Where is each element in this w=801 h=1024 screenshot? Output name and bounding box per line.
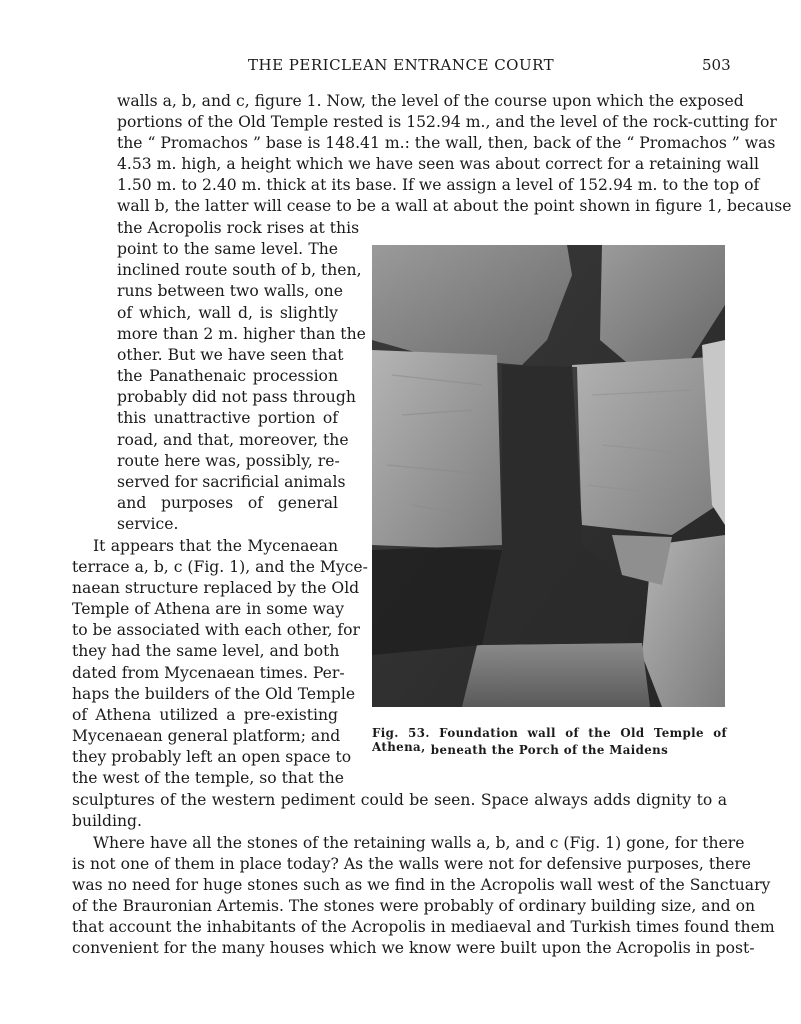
text-line: sculptures of the western pediment could be seen. Space always adds dignity to a [72, 791, 727, 809]
text-line: they probably left an open space to [72, 748, 352, 766]
text-line: the Panathenaic procession [117, 367, 338, 385]
text-line: and purposes of general [117, 494, 338, 512]
text-line: of which, wall d, is slightly [117, 304, 338, 322]
text-line: Where have all the stones of the retaining walls a, b, and c (Fig. 1) gone, for there [93, 834, 745, 852]
text-line: is not one of them in place today? As the walls were not for defensive purposes, there [72, 855, 752, 873]
text-line: 1.50 m. to 2.40 m. thick at its base. If we assign a level of 152.94 m. to the top of [117, 176, 760, 194]
text-line: naean structure replaced by the Old [72, 579, 360, 597]
text-line: they had the same level, and both [72, 642, 340, 660]
text-line: this unattractive portion of [117, 409, 338, 427]
text-line: walls a, b, and c, figure 1. Now, the level of the course upon which the exposed [117, 92, 744, 110]
text-line: to be associated with each other, for [72, 621, 360, 639]
text-line: of Athena utilized a pre-existing [72, 706, 338, 724]
text-line: point to the same level. The [117, 240, 338, 258]
text-line: Mycenaean general platform; and [72, 727, 341, 745]
text-line: road, and that, moreover, the [117, 431, 349, 449]
stone-right-middle [572, 345, 725, 535]
text-line: Temple of Athena are in some way [72, 600, 345, 618]
text-line: haps the builders of the Old Temple [72, 685, 356, 703]
text-line: inclined route south of b, then, [117, 261, 362, 279]
running-head: THE PERICLEAN ENTRANCE COURT [248, 56, 555, 74]
text-line: service. [117, 515, 179, 533]
figure-caption-line2: beneath the Porch of the Maidens [430, 743, 669, 757]
text-line: was no need for huge stones such as we find in the Acropolis wall west of the Sanctuary [72, 876, 771, 894]
text-line: the Acropolis rock rises at this [117, 219, 360, 237]
text-line: It appears that the Mycenaean [93, 537, 338, 555]
shadow-crack [372, 545, 502, 655]
text-line: terrace a, b, c (Fig. 1), and the Myce- [72, 558, 368, 576]
text-line: other. But we have seen that [117, 346, 344, 364]
text-line: more than 2 m. higher than the [117, 325, 366, 343]
text-line: 4.53 m. high, a height which we have seen was about correct for a retaining wall [117, 155, 759, 173]
text-line: served for sacrificial animals [117, 473, 346, 491]
page-number: 503 [702, 56, 731, 74]
text-line: convenient for the many houses which we know were built upon the Acropolis in post- [72, 939, 755, 957]
text-line: the “ Promachos ” base is 148.41 m.: the wall, then, back of the “ Promachos ” was [117, 134, 776, 152]
text-line: of the Brauronian Artemis. The stones were probably of ordinary building size, and on [72, 897, 756, 915]
text-line: probably did not pass through [117, 388, 356, 406]
text-line: runs between two walls, one [117, 282, 343, 300]
text-line: portions of the Old Temple rested is 152.94 m., and the level of the rock-cutting for [117, 113, 777, 131]
stone-bottom [462, 643, 650, 707]
figure-photo [372, 245, 725, 707]
text-line: route here was, possibly, re- [117, 452, 340, 470]
text-line: the west of the temple, so that the [72, 769, 345, 787]
figure-caption-line1: Fig. 53. Foundation wall of the Old Temple of Athena, [372, 726, 727, 754]
text-line: wall b, the latter will cease to be a wall at about the point shown in figure 1, because [117, 197, 792, 215]
text-line: that account the inhabitants of the Acropolis in mediaeval and Turkish times found them [72, 918, 775, 936]
text-line: dated from Mycenaean times. Per- [72, 664, 345, 682]
text-line: building. [72, 812, 142, 830]
